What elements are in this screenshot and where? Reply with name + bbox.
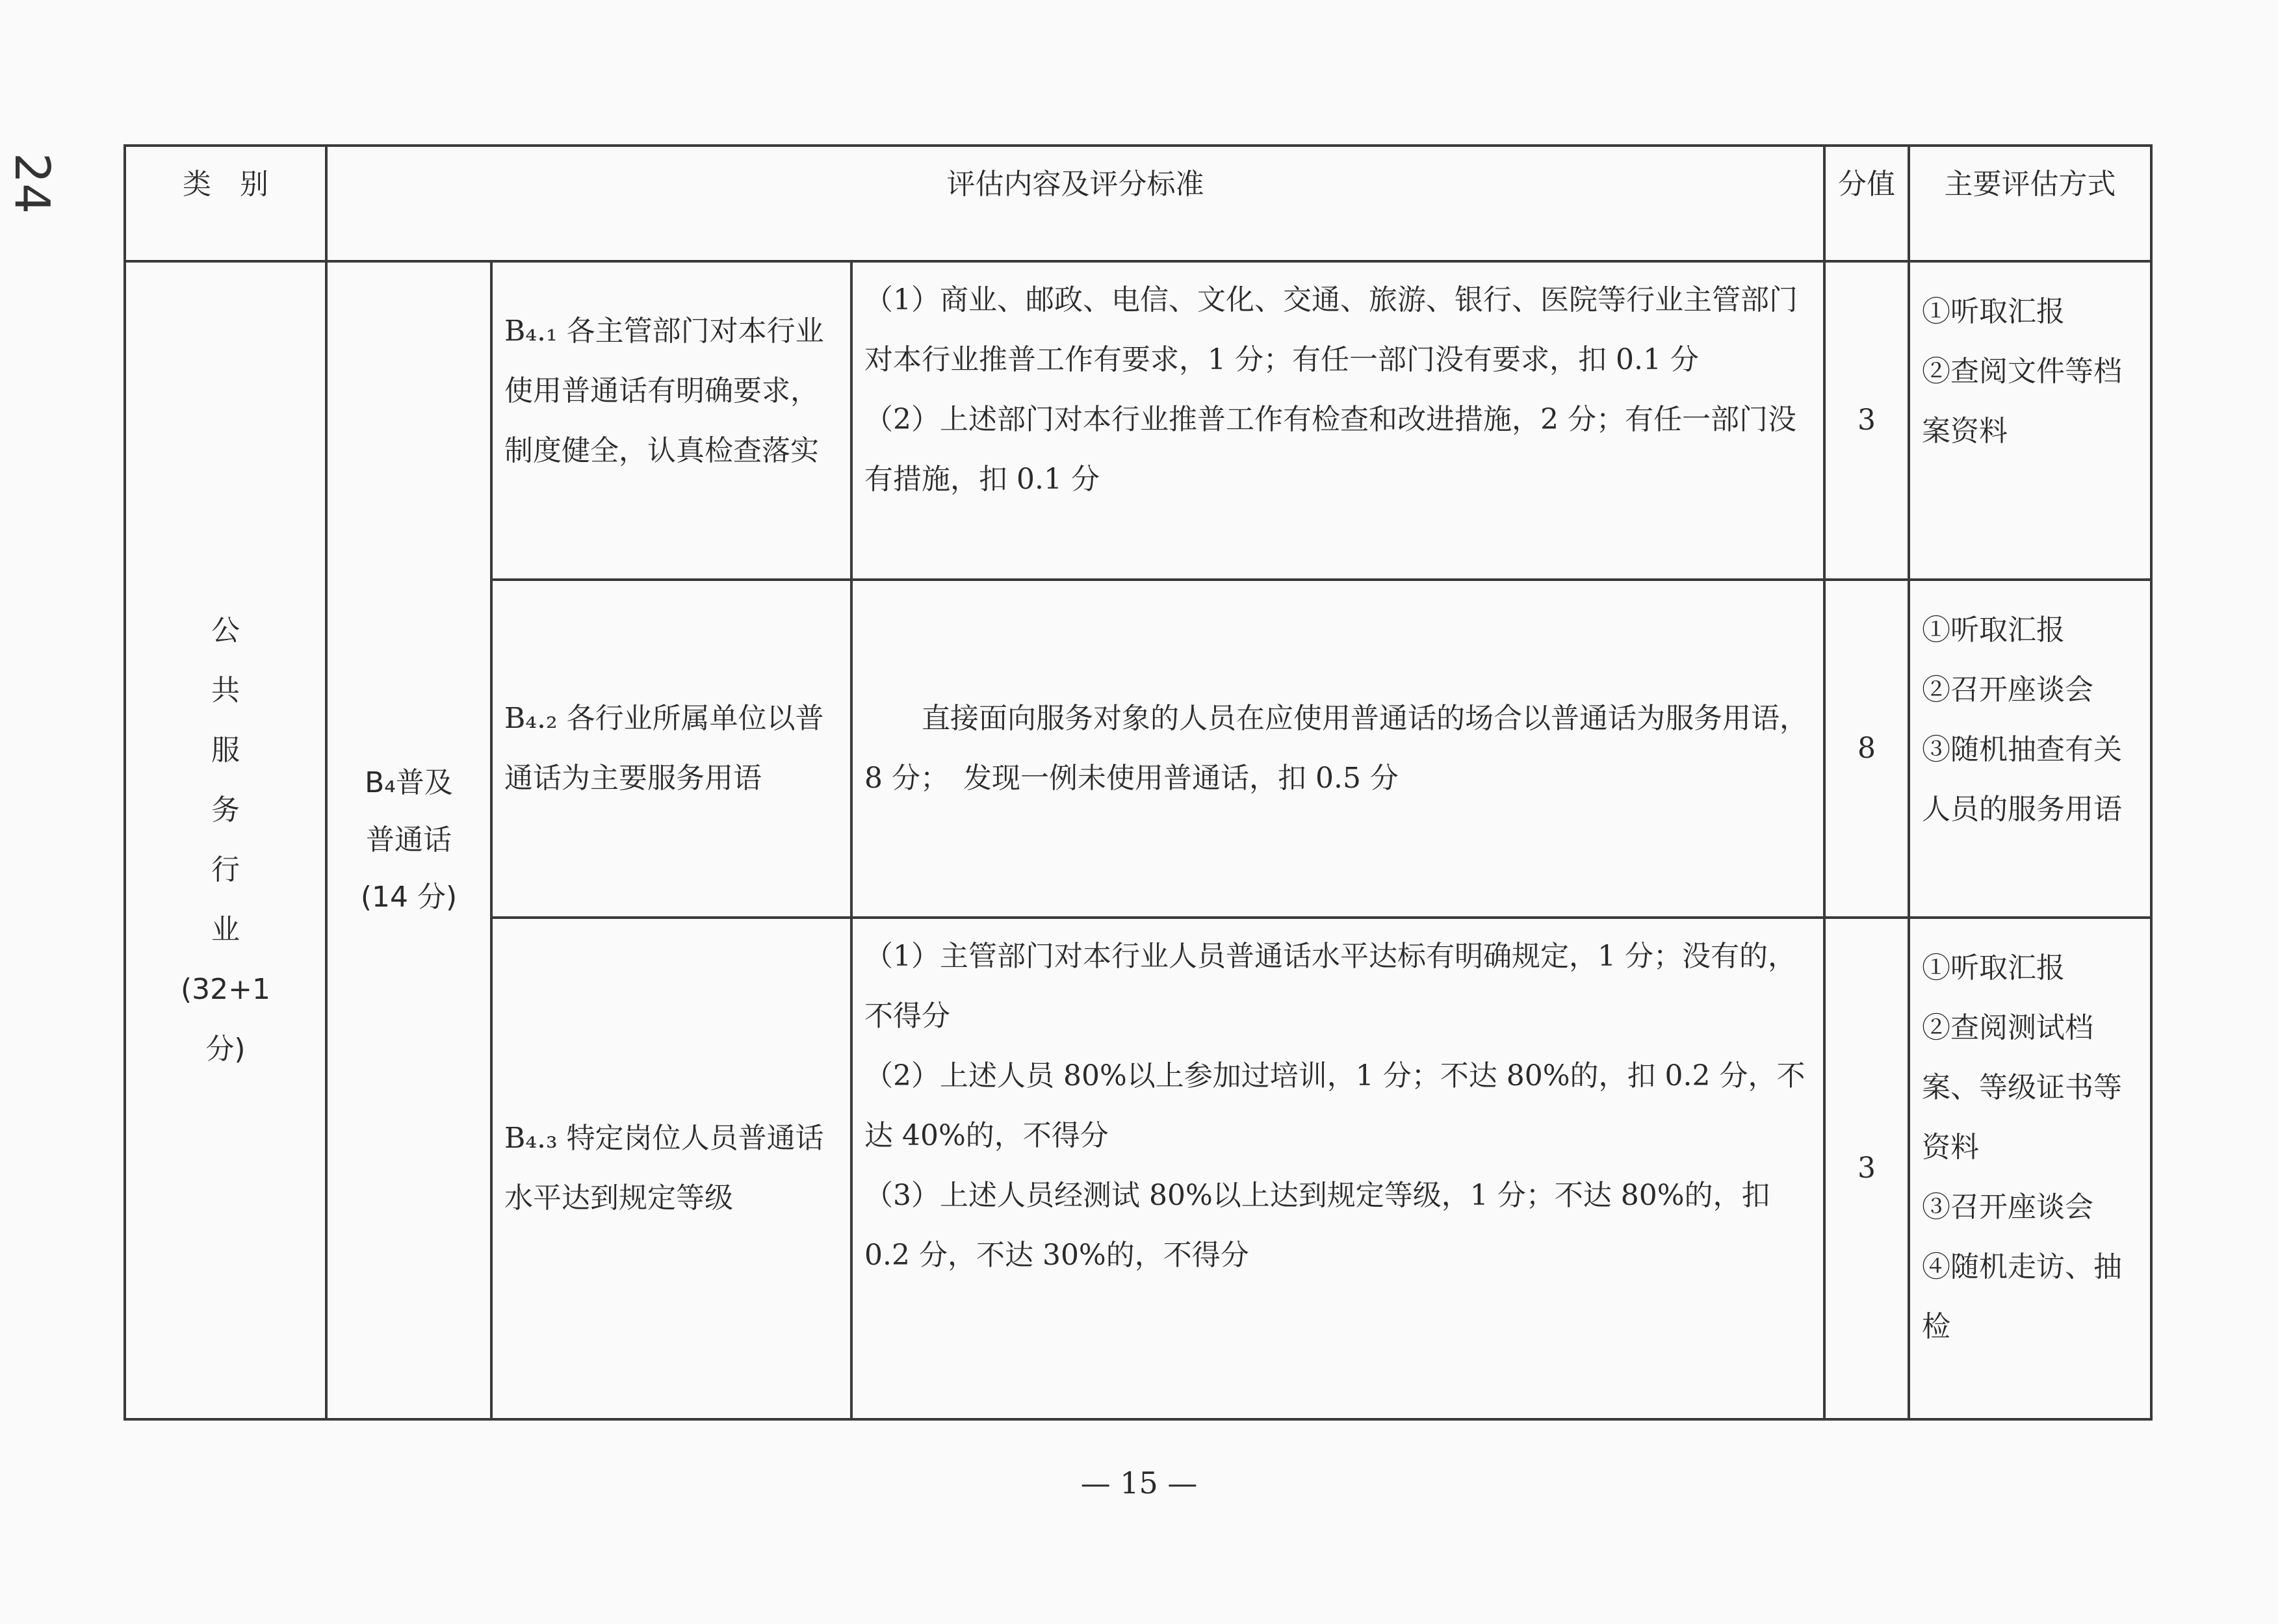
group-title: 普通话	[366, 823, 452, 857]
page-number: — 15 —	[1080, 1465, 1198, 1501]
method-line: ①听取汇报	[1922, 295, 2065, 328]
method-line: ②召开座谈会	[1922, 673, 2094, 706]
category-char: 业	[211, 913, 240, 946]
group-points: (14 分)	[360, 881, 458, 914]
header-category: 类 别	[125, 146, 326, 261]
group-code: B₄普及	[365, 766, 453, 799]
method-cell	[1909, 918, 2151, 1419]
item-cell: B₄.₁ 各主管部门对本行业使用普通话有明确要求，制度健全，认真检查落实	[491, 261, 851, 580]
category-char: 公	[211, 614, 240, 647]
method-line: ①听取汇报	[1922, 951, 2065, 985]
method-line: ③召开座谈会	[1922, 1191, 2094, 1224]
category-char: 行	[211, 853, 240, 886]
category-char: 共	[211, 674, 240, 707]
score-cell: 3	[1824, 918, 1909, 1419]
method-line: ③随机抽查有关人员的服务用语	[1922, 733, 2123, 826]
category-points: (32+1	[180, 973, 270, 1006]
header-row	[125, 146, 2151, 261]
content-line: 直接面向服务对象的人员在应使用普通话的场合以普通话为服务用语，8 分； 发现一例未使用普通话，扣 0.5 分	[864, 702, 1808, 795]
table-row	[125, 261, 2151, 580]
method-line: ②查阅文件等档案资料	[1922, 355, 2123, 448]
method-cell	[1909, 580, 2151, 918]
content-cell	[851, 580, 1824, 918]
category-char: 务	[211, 793, 240, 827]
item-cell: B₄.₂ 各行业所属单位以普通话为主要服务用语	[491, 580, 851, 918]
content-line: （3）上述人员经测试 80%以上达到规定等级，1 分；不达 80%的，扣 0.2 分，不达 30%的，不得分	[864, 1179, 1770, 1272]
score-cell: 8	[1824, 580, 1909, 918]
category-char: 服	[211, 734, 240, 767]
evaluation-table	[123, 144, 2153, 1421]
header-method: 主要评估方式	[1909, 146, 2151, 261]
method-line: ①听取汇报	[1922, 613, 2065, 647]
header-score: 分值	[1824, 146, 1909, 261]
content-line: （1）主管部门对本行业人员普通话水平达标有明确规定，1 分；没有的，不得分	[864, 940, 1796, 1033]
content-cell	[851, 918, 1824, 1419]
group-cell	[326, 261, 491, 1419]
content-line: （2）上述部门对本行业推普工作有检查和改进措施，2 分；有任一部门没有措施，扣 0.1 分	[864, 403, 1796, 496]
item-cell: B₄.₃ 特定岗位人员普通话水平达到规定等级	[491, 918, 851, 1419]
content-line: （2）上述人员 80%以上参加过培训，1 分；不达 80%的，扣 0.2 分，不达 40%的，不得分	[864, 1059, 1806, 1152]
method-cell	[1909, 261, 2151, 580]
content-line: （1）商业、邮政、电信、文化、交通、旅游、银行、医院等行业主管部门对本行业推普工作有要求，1 分；有任一部门没有要求，扣 0.1 分	[864, 283, 1798, 376]
content-cell	[851, 261, 1824, 580]
header-content: 评估内容及评分标准	[326, 146, 1824, 261]
method-line: ④随机走访、抽检	[1922, 1250, 2123, 1343]
method-line: ②查阅测试档案、等级证书等资料	[1922, 1011, 2123, 1164]
side-page-number: 24	[4, 153, 60, 214]
score-cell: 3	[1824, 261, 1909, 580]
category-points-unit: 分)	[205, 1033, 246, 1066]
category-cell	[125, 261, 326, 1419]
